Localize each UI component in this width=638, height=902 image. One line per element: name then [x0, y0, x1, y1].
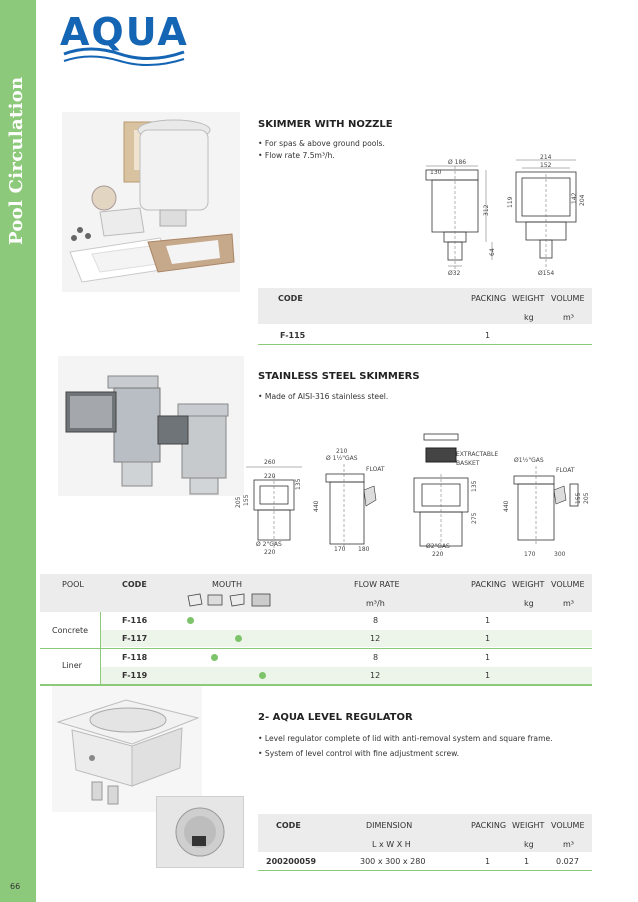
dim-label: 220	[264, 473, 276, 480]
col-volume: VOLUME	[551, 821, 585, 830]
dim-label: 214	[540, 154, 552, 161]
unit-m3: m³	[563, 313, 574, 322]
row-packing: 1	[485, 671, 491, 680]
col-weight: WEIGHT	[512, 294, 545, 303]
col-volume: VOLUME	[551, 294, 585, 303]
col-packing: PACKING	[471, 580, 507, 589]
row-flow: 12	[370, 671, 381, 680]
dim-label: Ø 2"GAS	[256, 541, 282, 548]
table-rule	[258, 344, 592, 345]
dim-label: 170	[334, 546, 346, 553]
unit-m3: m³	[563, 599, 574, 608]
dim-label: BASKET	[456, 460, 480, 467]
row-alt-shade	[100, 630, 592, 647]
col-code: CODE	[122, 580, 147, 589]
dim-label: 440	[503, 500, 510, 512]
table-rule	[40, 648, 592, 649]
mouth-type-1-icon	[188, 594, 202, 606]
stainless-title: STAINLESS STEEL SKIMMERS	[258, 371, 420, 382]
row-packing: 1	[485, 616, 491, 625]
group-concrete: Concrete	[52, 626, 89, 635]
row-flow: 12	[370, 634, 381, 643]
unit-m3: m³	[563, 840, 574, 849]
col-pool: POOL	[62, 580, 84, 589]
unit-lwh: L x W X H	[372, 840, 411, 849]
row-flow: 8	[373, 653, 379, 662]
dim-label: 170	[524, 551, 536, 558]
dim-label: Ø32	[448, 270, 461, 277]
stainless-drawing-1	[232, 440, 310, 558]
skimmer-nozzle-title: SKIMMER WITH NOZZLE	[258, 119, 393, 130]
skimmer-nozzle-photo	[62, 112, 240, 292]
dim-label: 205	[235, 496, 242, 508]
dim-label: 155	[575, 492, 582, 504]
dim-label: Ø1½"GAS	[514, 457, 544, 464]
mouth-type-2-icon	[208, 595, 222, 605]
mouth-type-3-icon	[230, 594, 244, 606]
dim-label: 205	[583, 492, 590, 504]
regulator-bullet: • System of level control with fine adjustment screw.	[258, 749, 460, 758]
stainless-skimmers-photo	[58, 356, 244, 496]
dim-label: 155	[243, 494, 250, 506]
row-packing: 1	[485, 331, 491, 340]
stainless-drawing-2	[310, 440, 390, 558]
col-weight: WEIGHT	[512, 580, 545, 589]
dim-label: 180	[358, 546, 370, 553]
row-weight: 1	[524, 857, 530, 866]
dim-label: 204	[579, 194, 586, 206]
dim-label: FLOAT	[556, 467, 575, 474]
row-packing: 1	[485, 857, 491, 866]
dim-label: 130	[430, 169, 442, 176]
table-rule	[258, 870, 592, 871]
mouth-type-4-icon	[252, 594, 270, 606]
dim-label: 135	[471, 480, 478, 492]
dim-label: 64	[489, 248, 496, 256]
row-code: F-117	[122, 634, 148, 643]
sidebar-title: Pool Circulation	[6, 76, 27, 245]
row-code: F-115	[280, 331, 306, 340]
row-code: F-119	[122, 671, 148, 680]
dim-label: FLOAT	[366, 466, 385, 473]
logo-text: AQUA	[60, 10, 189, 54]
dim-label: 119	[507, 196, 514, 208]
row-alt-shade	[100, 667, 592, 684]
dim-label: 220	[264, 549, 276, 556]
unit-kg: kg	[524, 840, 534, 849]
row-packing: 1	[485, 653, 491, 662]
table-header-band	[258, 814, 592, 852]
stainless-bullet: • Made of AISI-316 stainless steel.	[258, 392, 389, 401]
dim-label: Ø 186	[448, 159, 467, 166]
dim-label: 260	[264, 459, 276, 466]
row-code: 200200059	[266, 857, 317, 866]
dim-label: 440	[313, 500, 320, 512]
col-packing: PACKING	[471, 821, 507, 830]
mouth-indicator-dot	[187, 617, 194, 624]
dim-label: 210	[336, 448, 348, 455]
dim-label: 152	[540, 162, 552, 169]
unit-kg: kg	[524, 599, 534, 608]
row-packing: 1	[485, 634, 491, 643]
col-code: CODE	[278, 294, 303, 303]
dim-label: 142	[571, 192, 578, 204]
mouth-indicator-dot	[235, 635, 242, 642]
col-packing: PACKING	[471, 294, 507, 303]
col-flow-rate: FLOW RATE	[354, 580, 400, 589]
unit-kg: kg	[524, 313, 534, 322]
skimmer-nozzle-front-drawing	[506, 152, 588, 280]
col-volume: VOLUME	[551, 580, 585, 589]
regulator-title: 2- AQUA LEVEL REGULATOR	[258, 712, 413, 723]
dim-label: 300	[554, 551, 566, 558]
level-regulator-photo-1	[52, 686, 202, 812]
skimmer-nozzle-bullet: • For spas & above ground pools.	[258, 139, 385, 148]
regulator-bullet: • Level regulator complete of lid with anti-removal system and square frame.	[258, 734, 553, 743]
stainless-drawing-4	[500, 446, 590, 560]
col-mouth: MOUTH	[212, 580, 242, 589]
page-number: 66	[10, 882, 21, 891]
col-code: CODE	[276, 821, 301, 830]
level-regulator-photo-2	[156, 796, 244, 868]
unit-m3h: m³/h	[366, 599, 385, 608]
mouth-type-icons	[186, 592, 276, 608]
col-weight: WEIGHT	[512, 821, 545, 830]
skimmer-nozzle-side-drawing	[418, 152, 498, 280]
dim-label: Ø154	[538, 270, 555, 277]
col-dimension: DIMENSION	[366, 821, 413, 830]
mouth-indicator-dot	[259, 672, 266, 679]
group-divider	[100, 612, 101, 684]
aqua-logo	[60, 10, 190, 68]
mouth-indicator-dot	[211, 654, 218, 661]
row-flow: 8	[373, 616, 379, 625]
group-liner: Liner	[62, 661, 82, 670]
stainless-drawing-3	[400, 432, 500, 558]
row-dimension: 300 x 300 x 280	[360, 857, 426, 866]
dim-label: 135	[295, 478, 302, 490]
dim-label: 220	[432, 551, 444, 558]
dim-label: Ø2"GAS	[426, 543, 450, 550]
skimmer-nozzle-bullet: • Flow rate 7.5m³/h.	[258, 151, 335, 160]
dim-label: 275	[471, 512, 478, 524]
row-code: F-118	[122, 653, 148, 662]
dim-label: Ø 1½"GAS	[326, 455, 358, 462]
row-code: F-116	[122, 616, 148, 625]
dim-label: EXTRACTABLE	[456, 451, 499, 458]
dim-label: 312	[483, 204, 490, 216]
row-volume: 0.027	[556, 857, 579, 866]
